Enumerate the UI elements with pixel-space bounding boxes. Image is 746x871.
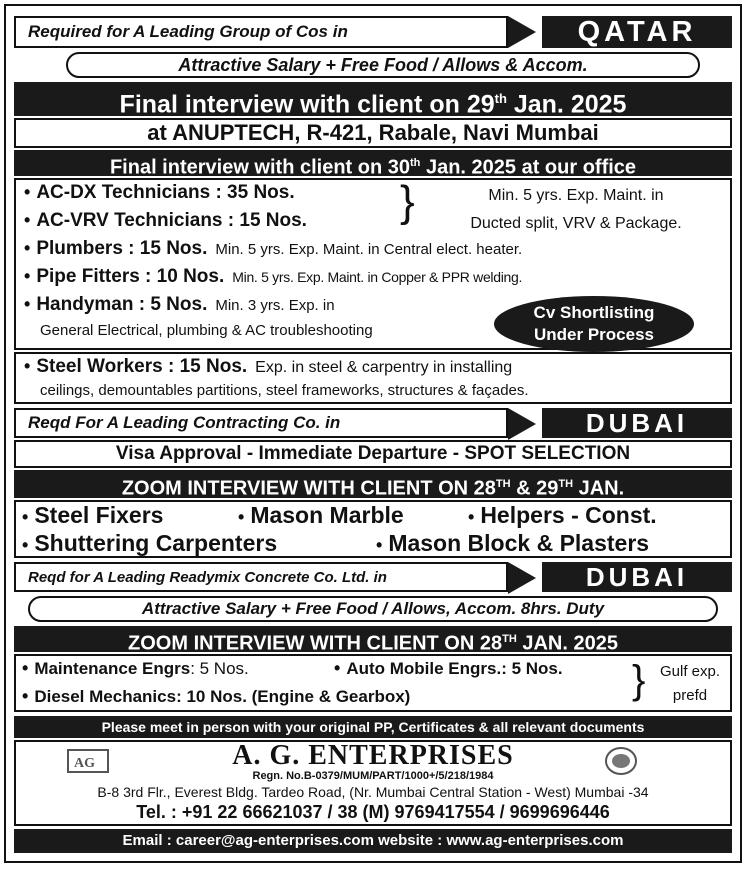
badge-line: Cv Shortlisting <box>533 303 655 322</box>
job-title: Mason Marble <box>250 502 404 528</box>
job-count: : 10 Nos. (Engine & Gearbox) <box>176 687 411 706</box>
job-handyman: • Handyman : 5 Nos. Min. 3 yrs. Exp. in <box>24 294 335 315</box>
job-title: Plumbers : 15 Nos. <box>36 238 208 259</box>
job-mason-block: • Mason Block & Plasters <box>376 530 650 556</box>
steel-detail-line2: ceilings, demountables partitions, steel frameworks, structures & façades. <box>40 382 529 399</box>
job-title: Steel Fixers <box>34 502 164 528</box>
company-phone: Tel. : +91 22 66621037 / 38 (M) 9769417554 / 9699696446 <box>136 802 610 822</box>
footer-note: Please meet in person with your original PP, Certificates & all relevant documents <box>14 716 732 738</box>
job-title: Handyman : 5 Nos. <box>36 294 208 315</box>
job-title: Steel Workers : 15 Nos. <box>36 356 248 377</box>
note-line: prefd <box>672 687 708 704</box>
note-line: Gulf exp. <box>659 663 721 680</box>
job-auto-mobile-engrs: • Auto Mobile Engrs. : 5 Nos. <box>334 658 563 678</box>
date-suffix: TH <box>558 478 574 490</box>
ac-requirement <box>426 182 726 238</box>
job-steel-fixers: • Steel Fixers <box>22 502 164 528</box>
date-suffix: TH <box>495 478 511 490</box>
job-title: Diesel Mechanics <box>34 687 177 706</box>
qatar-final-interview-2 <box>14 150 732 179</box>
job-maintenance-engrs: • Maintenance Engrs : 5 Nos. <box>22 658 249 678</box>
interview-date-text: Final interview with client on 29 <box>119 90 495 119</box>
job-shuttering-carpenters: • Shuttering Carpenters <box>22 530 278 556</box>
company-email-website: Email : career@ag-enterprises.com website : www.ag-enterprises.com <box>14 829 732 853</box>
qatar-salary-pill: Attractive Salary + Free Food / Allows & Accom. <box>66 52 700 78</box>
arrow-icon <box>508 408 542 438</box>
brace-icon: } <box>632 658 646 702</box>
interview-date-text: Final interview with client on 30 <box>109 156 411 179</box>
advertisement <box>4 4 742 863</box>
job-diesel-mechanics: • Diesel Mechanics : 10 Nos. (Engine & Gearbox) <box>22 686 411 706</box>
job-title: AC-VRV Technicians : 15 Nos. <box>36 210 307 231</box>
badge-line: Under Process <box>534 325 654 344</box>
dubai1-requirement-text: Reqd For A Leading Contracting Co. in <box>14 408 508 438</box>
dubai2-zoom <box>14 626 732 655</box>
dubai1-zoom <box>14 470 732 498</box>
requirement-line: Ducted split, VRV & Package. <box>470 215 682 232</box>
job-title: Mason Block & Plasters <box>388 530 650 556</box>
dubai1-jobs-box <box>14 500 732 558</box>
job-mason-marble: • Mason Marble <box>238 502 404 528</box>
cv-shortlisting-badge <box>494 296 694 352</box>
date-suffix: th <box>494 91 507 106</box>
interview-month: Jan. 2025 <box>506 90 627 119</box>
steel-workers-box <box>14 352 732 404</box>
dubai2-header <box>14 562 732 592</box>
job-title: Maintenance Engrs <box>34 659 191 678</box>
zoom-text: JAN. 2025 <box>516 632 618 655</box>
job-title: Auto Mobile Engrs. <box>346 659 502 678</box>
job-detail: Min. 3 yrs. Exp. in <box>215 297 335 314</box>
qatar-venue: at ANUPTECH, R-421, Rabale, Navi Mumbai <box>14 118 732 148</box>
job-detail: Min. 5 yrs. Exp. Maint. in Copper & PPR welding. <box>232 269 523 285</box>
gulf-experience-note <box>650 660 730 708</box>
zoom-text: & 29 <box>510 477 559 500</box>
dubai2-jobs-box <box>14 654 732 712</box>
job-ac-dx: • AC-DX Technicians : 35 Nos. <box>24 182 295 203</box>
job-pipe-fitters: • Pipe Fitters : 10 Nos. Min. 5 yrs. Exp. Maint. in Copper & PPR welding. <box>24 266 523 287</box>
job-ac-vrv: • AC-VRV Technicians : 15 Nos. <box>24 210 307 231</box>
date-suffix: th <box>410 157 421 169</box>
dubai1-header <box>14 408 732 438</box>
qatar-requirement-text: Required for A Leading Group of Cos in <box>14 16 508 48</box>
dubai2-requirement-text: Reqd for A Leading Readymix Concrete Co. Ltd. in <box>14 562 508 592</box>
job-count: : 5 Nos. <box>190 659 249 678</box>
company-address: B-8 3rd Flr., Everest Bldg. Tardeo Road, (Nr. Mumbai Central Station - West) Mumbai -34 <box>97 784 649 800</box>
job-helpers: • Helpers - Const. <box>468 502 657 528</box>
dubai2-country: DUBAI <box>542 562 732 592</box>
qatar-final-interview-1 <box>14 82 732 119</box>
date-suffix: TH <box>502 633 517 645</box>
dubai1-country: DUBAI <box>542 408 732 438</box>
qatar-jobs-box <box>14 178 732 350</box>
arrow-icon <box>508 16 542 48</box>
dubai2-salary-pill: Attractive Salary + Free Food / Allows, Accom. 8hrs. Duty <box>28 596 718 622</box>
job-steel-workers: • Steel Workers : 15 Nos. Exp. in steel & carpentry in installing <box>24 356 513 377</box>
zoom-text: ZOOM INTERVIEW WITH CLIENT ON 28 <box>121 477 496 500</box>
zoom-text: ZOOM INTERVIEW WITH CLIENT ON 28 <box>128 632 503 655</box>
zoom-text: JAN. <box>573 477 625 500</box>
job-title: Pipe Fitters : 10 Nos. <box>36 266 225 287</box>
arrow-icon <box>508 562 542 592</box>
job-title: AC-DX Technicians : 35 Nos. <box>36 182 295 203</box>
brace-icon: } <box>400 177 415 226</box>
registration-number: Regn. No.B-0379/MUM/PART/1000+/5/218/1984 <box>252 770 494 782</box>
company-name: A. G. ENTERPRISES <box>232 740 514 771</box>
job-detail: Min. 5 yrs. Exp. Maint. in Central elect. heater. <box>215 241 523 258</box>
dubai1-visa: Visa Approval - Immediate Departure - SPOT SELECTION <box>14 440 732 468</box>
handyman-detail-line2: General Electrical, plumbing & AC troubleshooting <box>40 322 373 339</box>
company-box <box>14 740 732 826</box>
requirement-line: Min. 5 yrs. Exp. Maint. in <box>488 187 664 204</box>
job-title: Shuttering Carpenters <box>34 530 278 556</box>
job-title: Helpers - Const. <box>480 502 657 528</box>
svg-text:AG: AG <box>74 756 95 771</box>
interview-month: Jan. 2025 at our office <box>420 156 637 179</box>
qatar-header <box>14 16 732 48</box>
qatar-country: QATAR <box>542 16 732 48</box>
job-plumbers: • Plumbers : 15 Nos. Min. 5 yrs. Exp. Maint. in Central elect. heater. <box>24 238 523 259</box>
job-detail: Exp. in steel & carpentry in installing <box>255 359 513 376</box>
job-count: : 5 Nos. <box>501 659 563 678</box>
